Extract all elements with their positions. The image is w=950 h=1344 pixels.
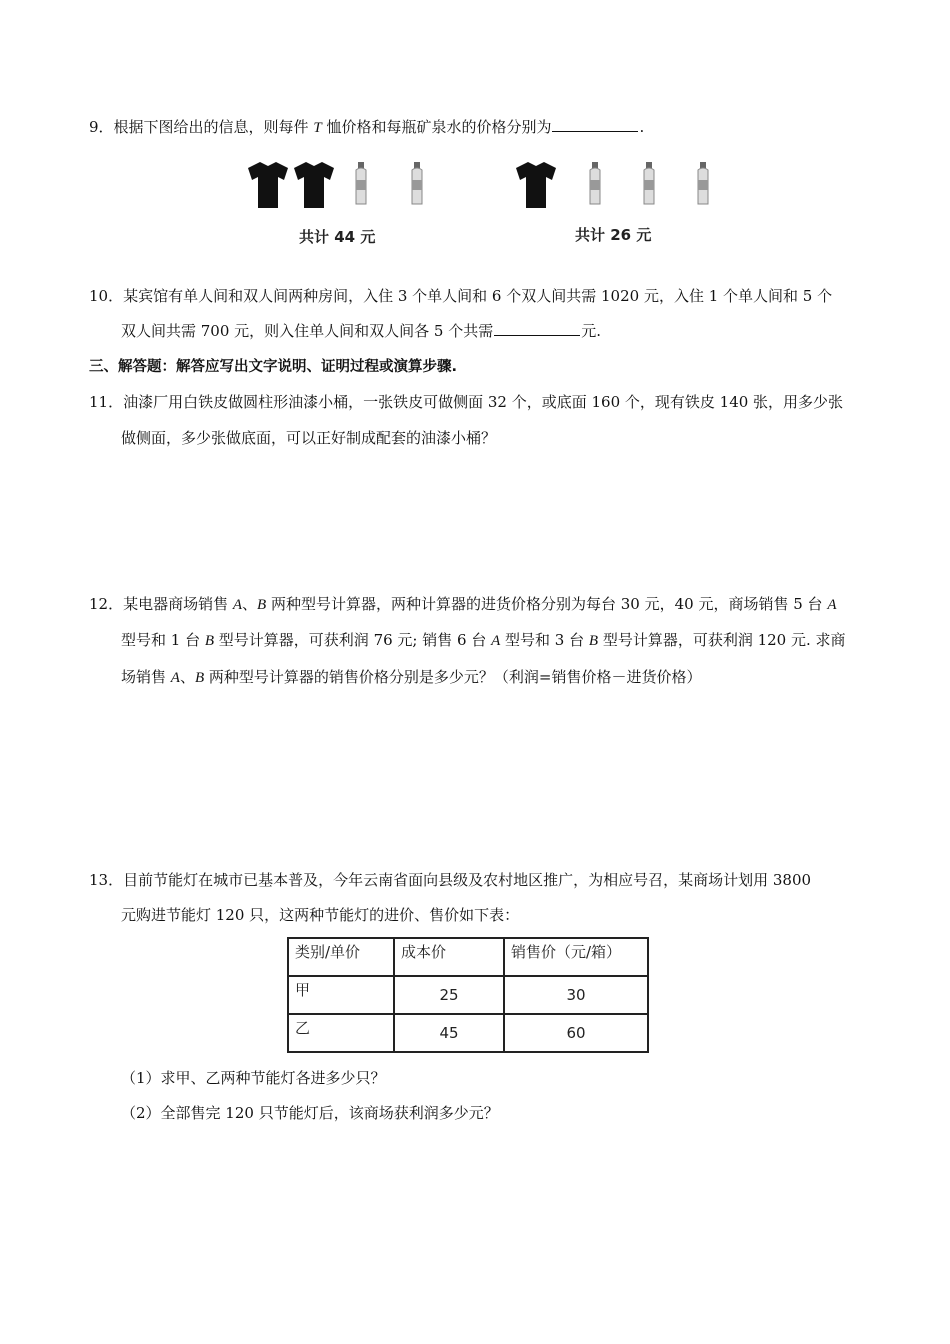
right-caption: 共计 26 元 — [575, 226, 652, 244]
q13-line1: 13．目前节能灯在城市已基本普及，今年云南省面向县级及农村地区推广，为相应号召，某商场计划用 3800 — [89, 871, 812, 889]
q12-variable-b: B — [204, 633, 215, 649]
q12-text-part: 、 — [242, 595, 258, 613]
q10-answer-blank[interactable] — [494, 320, 580, 336]
q9-answer-blank[interactable] — [552, 116, 638, 132]
table-header-cell: 销售价（元/箱） — [504, 938, 648, 976]
q9-text-part: 9．根据下图给出的信息，则每件 — [89, 118, 314, 136]
q12-variable-a: A — [491, 633, 501, 649]
left-caption: 共计 44 元 — [299, 228, 376, 246]
water-bottle-icon — [698, 162, 708, 204]
table-header-cell: 成本价 — [394, 938, 504, 976]
table-cell: 乙 — [288, 1014, 394, 1052]
q12-text-part: 型号计算器，可获利润 76 元; 销售 6 台 — [214, 631, 492, 649]
q9-variable: T — [313, 120, 322, 136]
table-row — [288, 1014, 648, 1052]
q12-text-part: 型号计算器，可获利润 120 元. 求商 — [598, 631, 846, 649]
q12-text-part: 场销售 — [121, 668, 171, 686]
q12-text-part: 12．某电器商场销售 — [89, 595, 233, 613]
q12-variable-b: B — [588, 633, 599, 649]
q12-text-part: 型号和 3 台 — [500, 631, 589, 649]
q11-line1: 11．油漆厂用白铁皮做圆柱形油漆小桶，一张铁皮可做侧面 32 个，或底面 160 个，现有铁皮 140 张，用多少张 — [89, 393, 844, 411]
q10-line1: 10．某宾馆有单人间和双人间两种房间，入住 3 个单人间和 6 个双人间共需 1020 元，入住 1 个单人间和 5 个 — [89, 287, 833, 305]
tshirt-icon — [294, 162, 334, 208]
q13-line2: 元购进节能灯 120 只，这两种节能灯的进价、售价如下表： — [121, 906, 520, 924]
table-header-cell: 类别/单价 — [288, 938, 394, 976]
table-cell: 60 — [504, 1014, 648, 1052]
q10-line2 — [121, 320, 601, 342]
q12-text-part: 两种型号计算器，两种计算器的进货价格分别为每台 30 元，40 元，商场销售 5 台 — [266, 595, 828, 613]
table-cell: 30 — [504, 976, 648, 1014]
table-cell: 45 — [394, 1014, 504, 1052]
water-bottle-icon — [644, 162, 654, 204]
tshirt-icon — [516, 162, 556, 208]
q12-variable-a: A — [232, 597, 243, 613]
q12-variable-b: B — [257, 597, 267, 613]
q12-variable-b: B — [194, 670, 205, 686]
table-row — [288, 976, 648, 1014]
table-cell: 甲 — [288, 976, 394, 1014]
q12-variable-a: A — [827, 597, 837, 613]
section-3-heading: 三、解答题：解答应写出文字说明、证明过程或演算步骤. — [89, 359, 458, 375]
q12-text-part: 两种型号计算器的销售价格分别是多少元？（利润=销售价格－进货价格） — [204, 668, 702, 686]
tshirt-icon — [248, 162, 288, 208]
q10-text-part: 双人间共需 700 元，则入住单人间和双人间各 5 个共需 — [121, 322, 494, 340]
table-header-row — [288, 938, 648, 976]
left-items-figure — [240, 160, 450, 212]
q9-text-end: . — [639, 118, 645, 136]
water-bottle-icon — [356, 162, 366, 204]
table-cell: 25 — [394, 976, 504, 1014]
q12-text-part: 、 — [179, 668, 195, 686]
water-bottle-icon — [412, 162, 422, 204]
q12-text-part: 型号和 1 台 — [121, 631, 205, 649]
q12-variable-a: A — [170, 670, 180, 686]
q13-sub1: （1）求甲、乙两种节能灯各进多少只？ — [121, 1069, 386, 1087]
q12-line3 — [121, 666, 701, 689]
right-items-figure — [508, 160, 718, 212]
q12-line2 — [121, 629, 846, 652]
price-table — [287, 937, 649, 1053]
water-bottle-icon — [590, 162, 600, 204]
q11-line2: 做侧面，多少张做底面，可以正好制成配套的油漆小桶？ — [121, 429, 497, 447]
q9-text — [89, 116, 644, 139]
q9-text-part: 恤价格和每瓶矿泉水的价格分别为 — [321, 118, 552, 136]
q10-text-end: 元. — [581, 322, 602, 340]
q13-sub2: （2）全部售完 120 只节能灯后，该商场获利润多少元？ — [121, 1104, 499, 1122]
q12-line1 — [89, 593, 837, 616]
